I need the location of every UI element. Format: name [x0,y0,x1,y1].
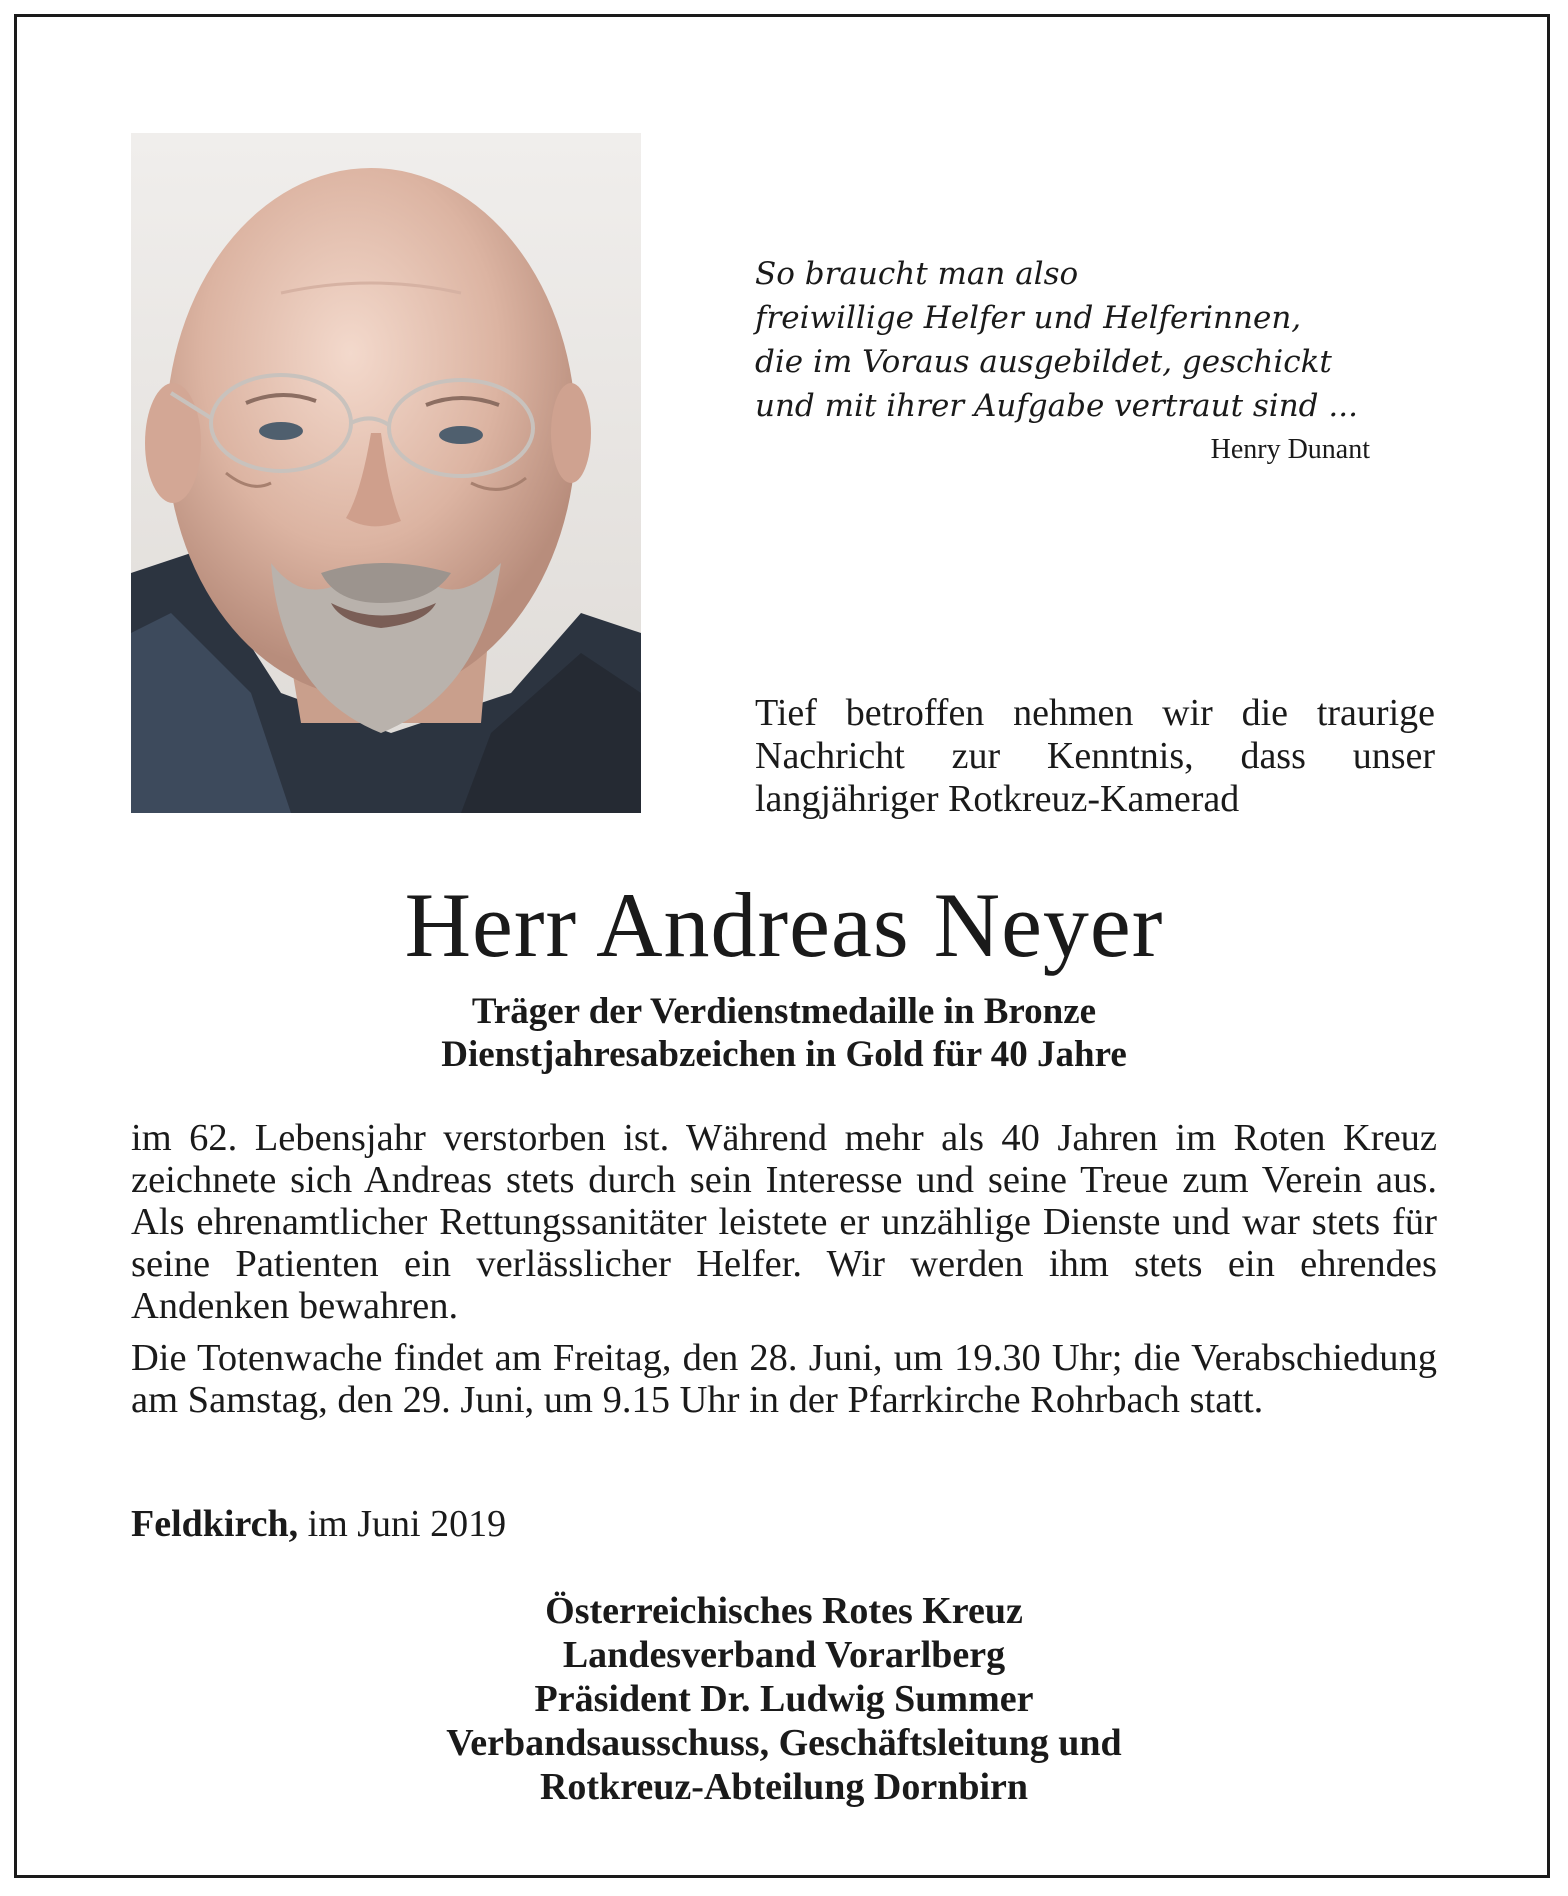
signature-block [0,1589,1568,1809]
portrait-photo [131,133,641,813]
quote-line: und mit ihrer Aufgabe vertraut sind ... [755,388,1358,424]
date: im Juni 2019 [307,1503,507,1545]
quote-line: freiwillige Helfer und Helferinnen, [755,300,1302,336]
quote-block [755,252,1395,428]
signature-line: Rotkreuz-Abteilung Dornbirn [539,1766,1029,1808]
deceased-name: Herr Andreas Neyer [404,874,1164,976]
signature-line: Österreichisches Rotes Kreuz [545,1590,1023,1632]
award-line: Dienstjahresabzeichen in Gold für 40 Jahre [441,1034,1127,1075]
body-text [131,1117,1437,1431]
signature-line: Präsident Dr. Ludwig Summer [534,1678,1034,1720]
quote-line: So braucht man also [755,256,1079,292]
intro-text: Tief betroffen nehmen wir die traurige Nachricht zur Kenntnis, dass unser langjähriger Rotkreuz-Kamerad [755,692,1435,820]
quote-author: Henry Dunant [1210,434,1370,465]
place-date [131,1502,506,1546]
awards-block [0,990,1568,1076]
signature-line: Verbandsausschuss, Geschäftsleitung und [446,1722,1122,1764]
quote-line: die im Voraus ausgebildet, geschickt [755,344,1332,380]
body-paragraph: im 62. Lebensjahr verstorben ist. Während mehr als 40 Jahren im Roten Kreuz zeichnete sich Andreas stets durch sein Interesse und seine Treue zum Verein aus. Als ehrenamtlicher Rettungssanitäter leistete er unzählige Dienste und war stets für seine Patienten ein verlässlicher Helfer. Wir werden ihm stets ein ehrendes Andenken bewahren. [131,1117,1437,1327]
body-paragraph: Die Totenwache findet am Freitag, den 28. Juni, um 19.30 Uhr; die Verabschiedung am Samstag, den 29. Juni, um 9.15 Uhr in der Pfarrkirche Rohrbach statt. [131,1337,1437,1421]
place: Feldkirch, [131,1503,299,1545]
award-line: Träger der Verdienstmedaille in Bronze [471,991,1097,1032]
signature-line: Landesverband Vorarlberg [562,1634,1006,1676]
